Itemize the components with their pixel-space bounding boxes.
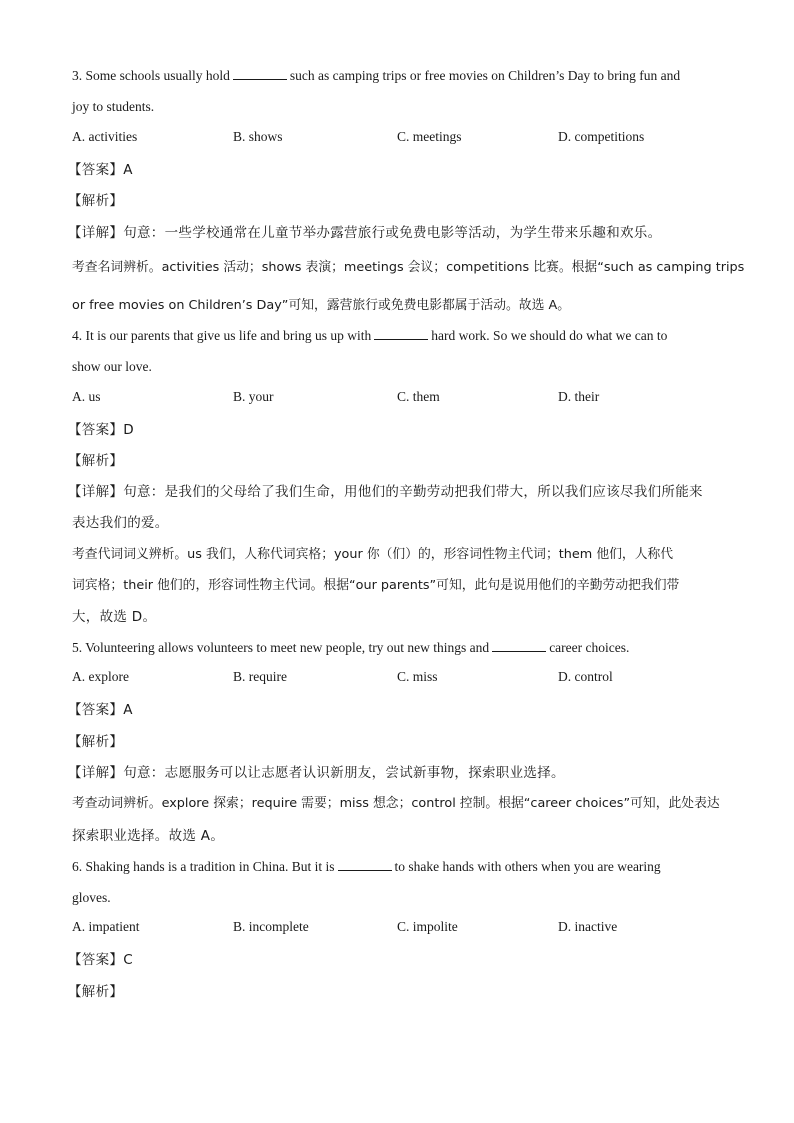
question-3-stem-line2: joy to students. [72, 99, 155, 114]
option-d: D. their [558, 389, 600, 404]
question-5-analysis: 【解析】 [68, 734, 124, 750]
stem-text: 6. Shaking hands is a tradition in China. But it is [72, 859, 335, 874]
option-a: A. explore [72, 669, 129, 684]
stem-text: career choices. [549, 640, 630, 655]
question-3-detail: 【详解】句意：一些学校通常在儿童节举办露营旅行或免费电影等活动，为学生带来乐趣和欢乐。 [68, 225, 662, 241]
option-c: C. them [397, 389, 440, 404]
answer-blank [374, 327, 428, 340]
option-c: C. impolite [397, 919, 458, 934]
question-5-explain-line2: 探索职业选择。故选 A。 [72, 828, 225, 844]
question-5-detail: 【详解】句意：志愿服务可以让志愿者认识新朋友，尝试新事物，探索职业选择。 [68, 765, 565, 781]
question-3-explain-line1: 考查名词辨析。activities 活动；shows 表演；meetings 会议；competitions 比赛。根据“such as camping trips [72, 260, 745, 275]
stem-text: 4. It is our parents that give us life and bring us up with [72, 328, 372, 343]
question-4-analysis: 【解析】 [68, 453, 124, 469]
question-4-explain-line2: 词宾格；their 他们的，形容词性物主代词。根据“our parents”可知，此句是说用他们的辛勤劳动把我们带 [72, 578, 680, 593]
question-3-stem [72, 66, 732, 86]
option-d: D. competitions [558, 129, 645, 144]
question-3-options [72, 129, 732, 149]
stem-text: hard work. So we should do what we can to [431, 328, 668, 343]
question-4-explain-line1: 考查代词词义辨析。us 我们，人称代词宾格；your 你（们）的，形容词性物主代词；them 他们，人称代 [72, 547, 674, 562]
question-5-stem [72, 638, 732, 658]
question-6-analysis: 【解析】 [68, 984, 124, 1000]
answer-blank [492, 639, 546, 652]
stem-text: such as camping trips or free movies on Children’s Day to bring fun and [289, 68, 681, 83]
question-6-stem-line2: gloves. [72, 890, 111, 905]
question-4-answer: 【答案】D [68, 422, 134, 438]
option-a: A. activities [72, 129, 138, 144]
question-3-analysis: 【解析】 [68, 193, 124, 209]
question-4-options [72, 389, 732, 409]
question-4-stem [72, 326, 732, 346]
option-c: C. miss [397, 669, 438, 684]
question-5-answer: 【答案】A [68, 702, 133, 718]
question-4-detail-line1: 【详解】句意：是我们的父母给了我们生命，用他们的辛勤劳动把我们带大，所以我们应该尽我们所能来 [68, 484, 703, 500]
option-a: A. impatient [72, 919, 140, 934]
question-4-detail-line2: 表达我们的爱。 [72, 515, 169, 531]
option-d: D. inactive [558, 919, 618, 934]
option-d: D. control [558, 669, 613, 684]
question-4-stem-line2: show our love. [72, 359, 152, 374]
option-c: C. meetings [397, 129, 462, 144]
question-6-answer: 【答案】C [68, 952, 133, 968]
stem-text: 5. Volunteering allows volunteers to meet new people, try out new things and [72, 640, 490, 655]
question-6-options [72, 919, 732, 939]
option-b: B. shows [233, 129, 283, 144]
answer-blank [338, 858, 392, 871]
question-6-stem [72, 857, 732, 877]
question-3-explain-line2: or free movies on Children’s Day”可知，露营旅行或免费电影都属于活动。故选 A。 [72, 298, 570, 313]
stem-text: to shake hands with others when you are wearing [394, 859, 661, 874]
answer-blank [233, 67, 287, 80]
option-a: A. us [72, 389, 101, 404]
option-b: B. incomplete [233, 919, 309, 934]
question-3-answer: 【答案】A [68, 162, 133, 178]
stem-text: 3. Some schools usually hold [72, 68, 230, 83]
question-5-options [72, 669, 732, 689]
option-b: B. require [233, 669, 287, 684]
option-b: B. your [233, 389, 274, 404]
question-4-explain-line3: 大，故选 D。 [72, 609, 157, 625]
question-5-explain-line1: 考查动词辨析。explore 探索；require 需要；miss 想念；control 控制。根据“career choices”可知，此处表达 [72, 796, 720, 811]
